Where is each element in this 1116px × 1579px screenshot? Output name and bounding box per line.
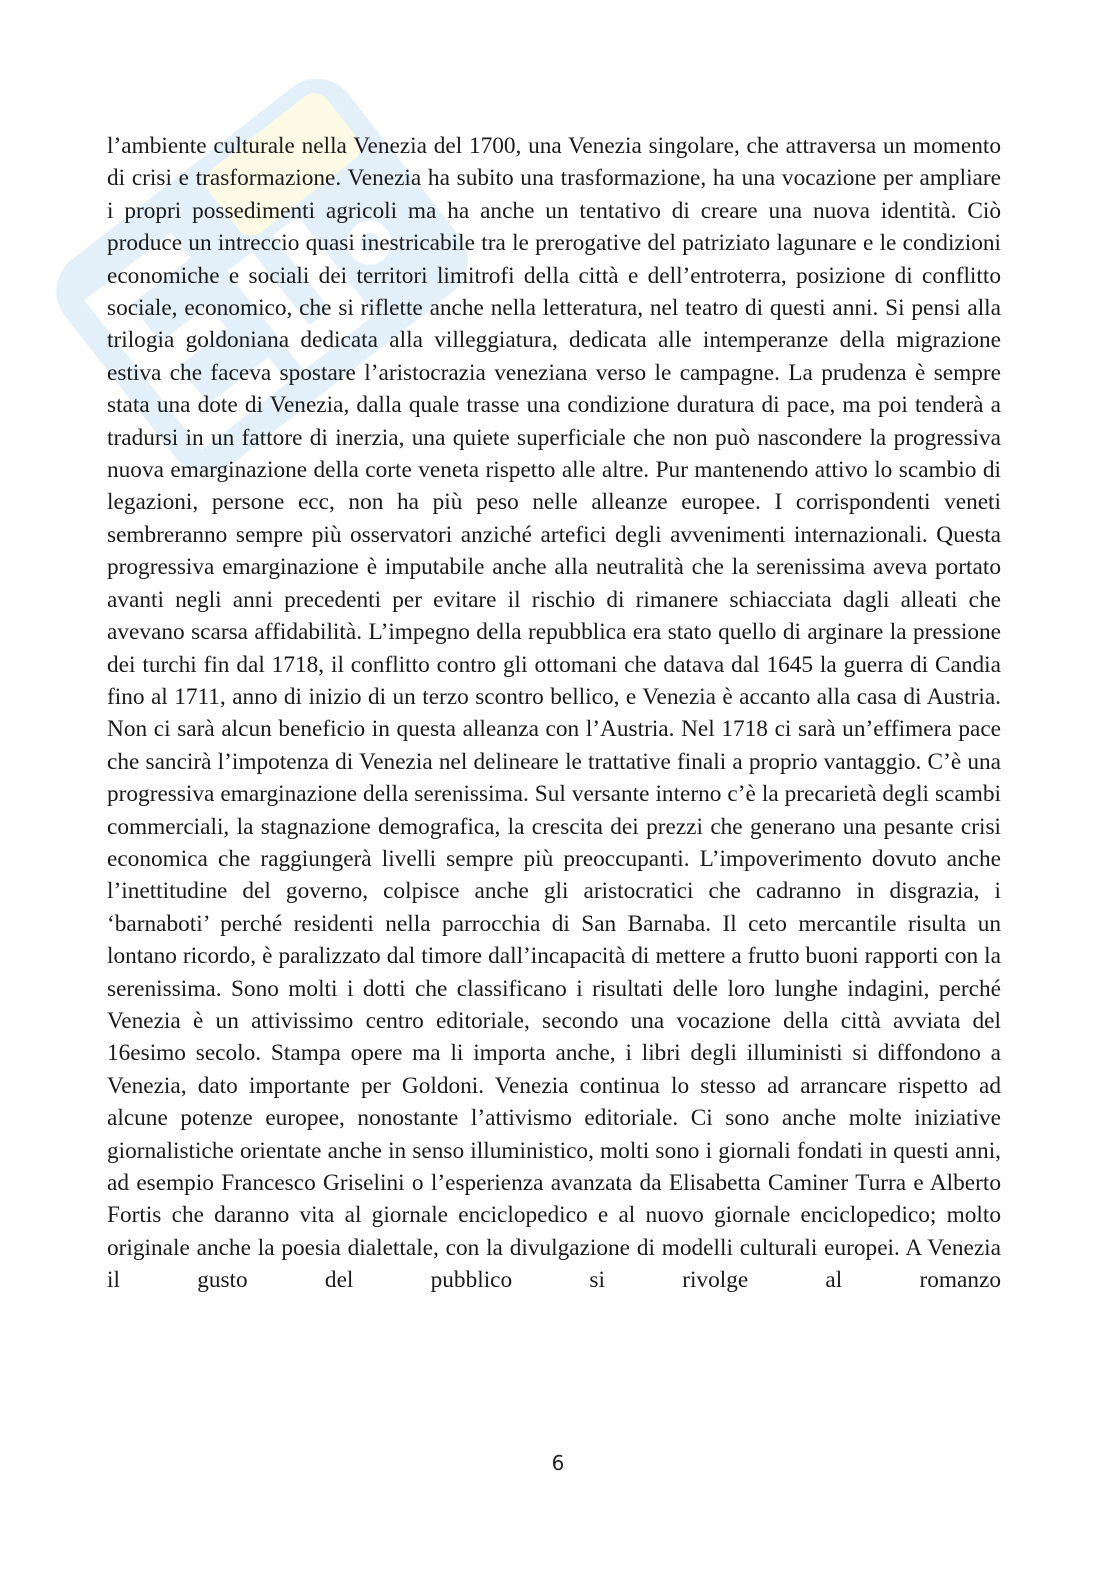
body-paragraph: l’ambiente culturale nella Venezia del 1700, una Venezia singolare, che attraversa un momento di crisi e trasformazione. Venezia ha subito una trasformazione, ha una vocazione per ampliare i propri possedimenti agricoli ma ha anche un tentativo di creare una nuova identità. Ciò produce un intreccio quasi inestricabile tra le prerogative del patriziato lagunare e le condizioni economiche e sociali dei territori limitrofi della città e dell’entroterra, posizione di conflitto sociale, economico, che si riflette anche nella letteratura, nel teatro di questi anni. Si pensi alla trilogia goldoniana dedicata alla villeggiatura, dedicata alle intemperanze della migrazione estiva che faceva spostare l’aristocrazia veneziana verso le campagne. La prudenza è sempre stata una dote di Venezia, dalla quale trasse una condizione duratura di pace, ma poi tenderà a tradursi in un fattore di inerzia, una quiete superficiale che non può nascondere la progressiva nuova emarginazione della corte veneta rispetto alle altre. Pur mantenendo attivo lo scambio di legazioni, persone ecc, non ha più peso nelle alleanze europee. I corrispondenti veneti sembreranno sempre più osservatori anziché artefici degli avvenimenti internazionali. Questa progressiva emarginazione è imputabile anche alla neutralità che la serenissima aveva portato avanti negli anni precedenti per evitare il rischio di rimanere schiacciata dagli alleati che avevano scarsa affidabilità. L’impegno della repubblica era stato quello di arginare la pressione dei turchi fin dal 1718, il conflitto contro gli ottomani che datava dal 1645 la guerra di Candia fino al 1711, anno di inizio di un terzo scontro bellico, e Venezia è accanto alla casa di Austria. Non ci sarà alcun beneficio in questa alleanza con l’Austria. Nel 1718 ci sarà un’effimera pace che sancirà l’impotenza di Venezia nel delineare le trattative finali a proprio vantaggio. C’è una progressiva emarginazione della serenissima. Sul versante interno c’è la precarietà degli scambi commerciali, la stagnazione demografica, la crescita dei prezzi che generano una pesante crisi economica che raggiungerà livelli sempre più preoccupanti. L’impoverimento dovuto anche l’inettitudine del governo, colpisce anche gli aristocratici che cadranno in disgrazia, i ‘barnaboti’ perché residenti nella parrocchia di San Barnaba. Il ceto mercantile risulta un lontano ricordo, è paralizzato dal timore dall’incapacità di mettere a frutto buoni rapporti con la serenissima. Sono molti i dotti che classificano i risultati delle loro lunghe indagini, perché Venezia è un attivissimo centro editoriale, secondo una vocazione della città avviata del 16esimo secolo. Stampa opere ma li importa anche, i libri degli illuministi si diffondono a Venezia, dato importante per Goldoni. Venezia continua lo stesso ad arrancare rispetto ad alcune potenze europee, nonostante l’attivismo editoriale. Ci sono anche molte iniziative giornalistiche orientate anche in senso illuministico, molti sono i giornali fondati in questi anni, ad esempio Francesco Griselini o l’esperienza avanzata da Elisabetta Caminer Turra e Alberto Fortis che daranno vita al giornale enciclopedico e al nuovo giornale enciclopedico; molto originale anche la poesia dialettale, con la divulgazione di modelli culturali europei. A Venezia il gusto del pubblico si rivolge al romanzo — [107, 133, 1001, 1294]
page-number: 6 — [551, 1451, 565, 1475]
